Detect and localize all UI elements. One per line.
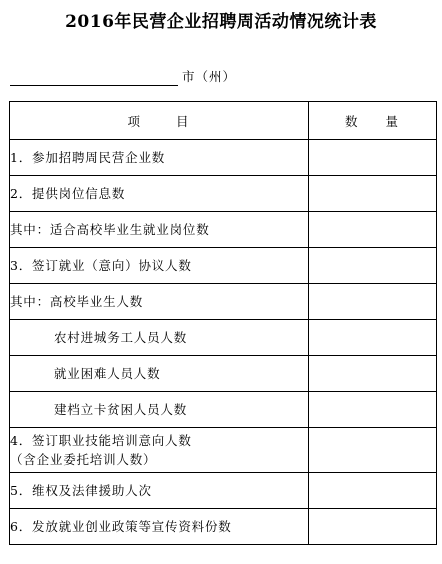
row-label: 3．签订就业（意向）协议人数 <box>10 248 309 284</box>
table-header-row <box>10 102 437 140</box>
header-qty-char-1: 数 <box>344 113 360 129</box>
header-quantity <box>309 102 437 140</box>
row-label-multiline <box>10 428 309 473</box>
row-label: 其中：适合高校毕业生就业岗位数 <box>10 212 309 248</box>
table-row <box>10 428 437 473</box>
statistics-table <box>9 101 437 545</box>
row-value-cell[interactable] <box>309 473 437 509</box>
table-row <box>10 284 437 320</box>
header-item <box>10 102 309 140</box>
row-label: 其中：高校毕业生人数 <box>10 284 309 320</box>
table-row <box>10 212 437 248</box>
row-label: 5．维权及法律援助人次 <box>10 473 309 509</box>
header-item-char-1: 项 <box>127 113 142 129</box>
row-value-cell[interactable] <box>309 212 437 248</box>
table-row <box>10 248 437 284</box>
row-value-cell[interactable] <box>309 320 437 356</box>
table-row <box>10 140 437 176</box>
row-label: 就业困难人员人数 <box>10 356 309 392</box>
table-row <box>10 392 437 428</box>
header-item-char-2: 目 <box>176 113 191 129</box>
row-label: 4．签订职业技能培训意向人数 <box>10 433 192 448</box>
row-label: 6．发放就业创业政策等宣传资料份数 <box>10 509 309 545</box>
region-field <box>10 64 270 88</box>
table-row <box>10 473 437 509</box>
row-value-cell[interactable] <box>309 428 437 473</box>
row-value-cell[interactable] <box>309 284 437 320</box>
table-row <box>10 509 437 545</box>
row-value-cell[interactable] <box>309 392 437 428</box>
region-suffix-label: 市（州） <box>182 69 237 84</box>
row-value-cell[interactable] <box>309 176 437 212</box>
region-blank-line[interactable] <box>10 85 178 86</box>
row-label-line2: （含企业委托培训人数） <box>10 452 157 467</box>
row-label: 建档立卡贫困人员人数 <box>10 392 309 428</box>
header-qty-char-2: 量 <box>385 113 401 129</box>
row-value-cell[interactable] <box>309 248 437 284</box>
page-title: 2016年民营企业招聘周活动情况统计表 <box>65 12 377 32</box>
row-label: 农村进城务工人员人数 <box>10 320 309 356</box>
table-row <box>10 320 437 356</box>
table-row <box>10 356 437 392</box>
row-value-cell[interactable] <box>309 356 437 392</box>
row-value-cell[interactable] <box>309 509 437 545</box>
row-label: 1．参加招聘周民营企业数 <box>10 140 309 176</box>
row-label: 2．提供岗位信息数 <box>10 176 309 212</box>
row-value-cell[interactable] <box>309 140 437 176</box>
table-row <box>10 176 437 212</box>
